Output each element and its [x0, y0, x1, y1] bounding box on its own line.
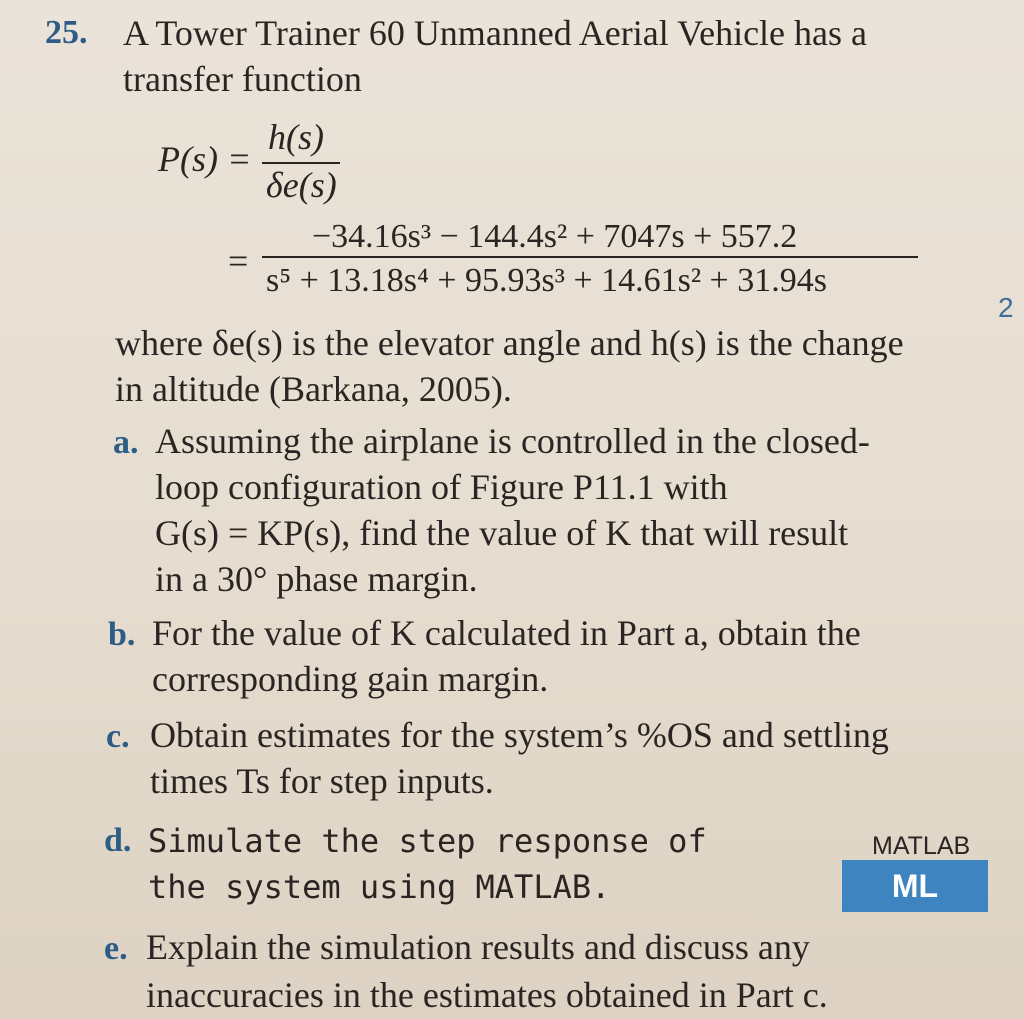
part-e-letter: e. — [104, 930, 128, 967]
problem-title-line2: transfer function — [123, 59, 362, 99]
part-a-line: in a 30° phase margin. — [155, 559, 478, 599]
equation-lhs: P(s) = — [158, 139, 252, 179]
equation-polynomial-numerator: −34.16s³ − 144.4s² + 7047s + 557.2 — [312, 218, 798, 255]
part-e-line: inaccuracies in the estimates obtained in Part c. — [146, 975, 828, 1015]
part-c-letter: c. — [106, 718, 130, 755]
part-d-letter: d. — [104, 822, 132, 859]
margin-reference-mark: 2 — [998, 292, 1014, 323]
problem-title-line1: A Tower Trainer 60 Unmanned Aerial Vehicle has a — [123, 13, 867, 53]
part-a-line: loop configuration of Figure P11.1 with — [155, 467, 728, 507]
equation-polynomial-denominator: s⁵ + 13.18s⁴ + 95.93s³ + 14.61s² + 31.94s — [266, 262, 827, 299]
part-d-line: Simulate the step response of — [148, 822, 707, 860]
part-b-line: For the value of K calculated in Part a, obtain the — [152, 613, 861, 653]
part-c-line: times Ts for step inputs. — [150, 761, 494, 801]
part-b-line: corresponding gain margin. — [152, 659, 549, 699]
matlab-ml-badge: ML — [842, 860, 988, 912]
matlab-label: MATLAB — [872, 832, 971, 860]
part-d-line: the system using MATLAB. — [148, 868, 611, 906]
part-a-letter: a. — [113, 424, 139, 461]
part-b-letter: b. — [108, 616, 136, 653]
equation-denominator-delta: δe(s) — [266, 165, 337, 205]
part-c-line: Obtain estimates for the system’s %OS and settling — [150, 715, 889, 755]
equation-equals: = — [228, 241, 249, 281]
problem-number: 25. — [45, 14, 88, 51]
fraction-bar-2 — [262, 256, 918, 258]
where-line1: where δe(s) is the elevator angle and h(s) is the change — [115, 323, 904, 363]
part-a-line: G(s) = KP(s), find the value of K that will result — [155, 513, 849, 553]
equation-numerator-h: h(s) — [268, 117, 324, 157]
part-e-line: Explain the simulation results and discuss any — [146, 927, 810, 967]
part-a-line: Assuming the airplane is controlled in the closed- — [155, 421, 870, 461]
where-line2: in altitude (Barkana, 2005). — [115, 369, 512, 409]
